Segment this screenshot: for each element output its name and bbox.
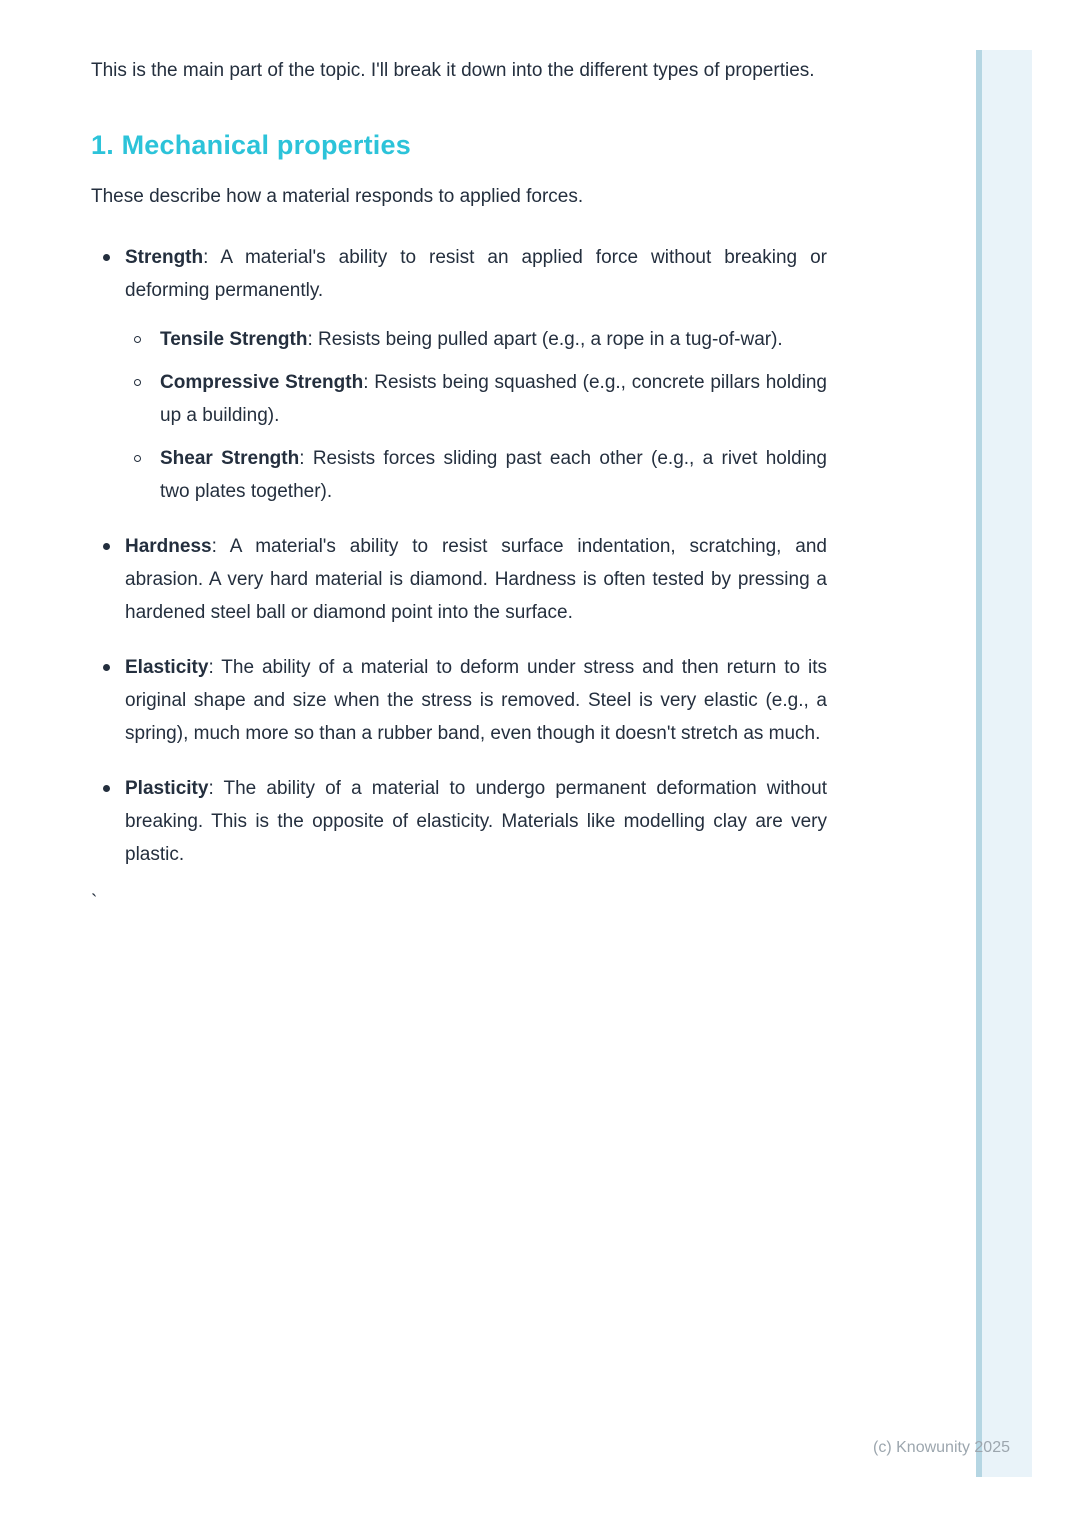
bullet-disc-icon [103, 785, 110, 792]
definition-elasticity: : The ability of a material to deform under stress and then return to its original shape and size when the stress is removed. Steel is very elastic (e.g., a spring), much more so than a rubber band, even though it doesn't stretch as much. [125, 657, 827, 744]
footer-credit: (c) Knowunity 2025 [873, 1439, 1010, 1456]
definition-strength: : A material's ability to resist an applied force without breaking or deforming permanently. [125, 247, 827, 301]
bullet-circle-icon [134, 379, 141, 386]
list-item-plasticity [91, 772, 827, 871]
bullet-disc-icon [103, 543, 110, 550]
definition-plasticity: : The ability of a material to undergo permanent deformation without breaking. This is the opposite of elasticity. Materials like modelling clay are very plastic. [125, 778, 827, 865]
term-compressive-strength: Compressive Strength [160, 372, 364, 393]
definition-hardness: : A material's ability to resist surface indentation, scratching, and abrasion. A very hard material is diamond. Hardness is often tested by pressing a hardened steel ball or diamond point into the surface. [125, 536, 827, 623]
bullet-circle-icon [134, 455, 141, 462]
term-shear-strength: Shear Strength [160, 448, 300, 469]
term-elasticity: Elasticity [125, 657, 209, 678]
stray-backtick: ` [91, 892, 98, 913]
list-item-elasticity [91, 651, 827, 750]
list-item-hardness [91, 530, 827, 629]
side-accent-bar [976, 50, 1032, 1477]
bullet-circle-icon [134, 336, 141, 343]
bullet-disc-icon [103, 664, 110, 671]
intro-paragraph: This is the main part of the topic. I'll break it down into the different types of properties. [91, 60, 815, 81]
definition-shear-strength: : Resists forces sliding past each other (e.g., a rivet holding two plates together). [160, 448, 827, 502]
term-plasticity: Plasticity [125, 778, 209, 799]
section-heading: 1. Mechanical properties [91, 130, 411, 160]
definition-compressive-strength: : Resists being squashed (e.g., concrete pillars holding up a building). [160, 372, 827, 426]
definition-tensile-strength: : Resists being pulled apart (e.g., a rope in a tug-of-war). [307, 329, 783, 350]
list-item-compressive-strength [125, 366, 827, 432]
list-item-tensile-strength [125, 323, 827, 356]
term-strength: Strength [125, 247, 204, 268]
list-item-strength [91, 241, 827, 508]
term-hardness: Hardness [125, 536, 212, 557]
bullet-disc-icon [103, 254, 110, 261]
document-body [91, 54, 827, 919]
properties-list [91, 241, 827, 871]
term-tensile-strength: Tensile Strength [160, 329, 308, 350]
list-item-shear-strength [125, 442, 827, 508]
section-description: These describe how a material responds to applied forces. [91, 186, 584, 207]
strength-sub-list [125, 323, 827, 508]
